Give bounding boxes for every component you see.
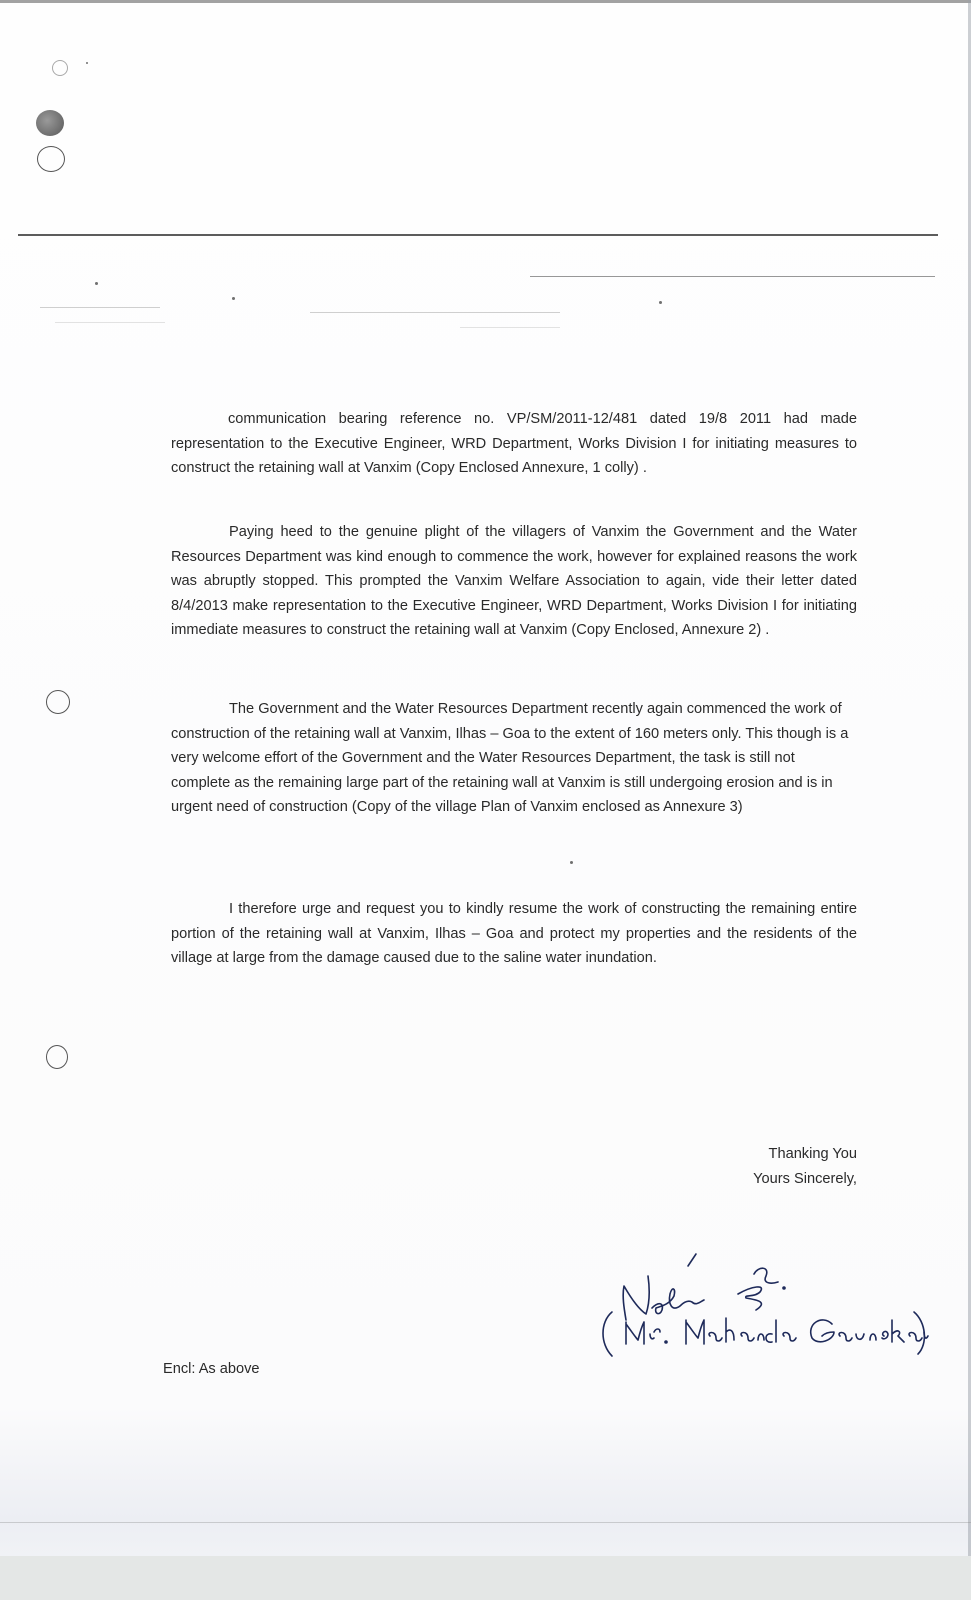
letter-paragraph-3: The Government and the Water Resources Department recently again commenced the work of construction of the retaining wall at Vanxim, Ilhas – Goa to the extent of 160 meters only. This though is a very welcome effort of the Government and the Water Resources Department, the task is still not complete as the remaining large part of the retaining wall at Vanxim is still undergoing erosion and is in urgent need of construction (Copy of the village Plan of Vanxim enclosed as Annexure 3) bbox=[171, 701, 849, 815]
punch-hole-ring bbox=[37, 146, 65, 172]
punch-hole-filled bbox=[36, 110, 64, 136]
letter-paragraph-1: communication bearing reference no. VP/SM/2011-12/481 dated 19/8 2011 had made representation to the Executive Engineer, WRD Department, Works Division I for initiating measures to construct the retaining wall at Vanxim (Copy Enclosed Annexure, 1 colly) . bbox=[171, 411, 857, 476]
scan-speck bbox=[95, 282, 98, 285]
scan-noise-line bbox=[460, 327, 560, 328]
scan-top-edge bbox=[0, 0, 971, 3]
scan-speck bbox=[86, 62, 88, 64]
closing-thanks: Thanking You bbox=[768, 1146, 857, 1162]
punch-hole-ring bbox=[46, 1045, 68, 1069]
handwritten-signature bbox=[588, 1248, 933, 1358]
scan-speck bbox=[659, 301, 662, 304]
scan-footer-line bbox=[0, 1522, 971, 1523]
punch-hole-small bbox=[52, 60, 68, 76]
enclosure-note: Encl: As above bbox=[163, 1361, 260, 1377]
letter-paragraph-4: I therefore urge and request you to kindly resume the work of constructing the remaining entire portion of the retaining wall at Vanxim, Ilhas – Goa and protect my properties and the residents of the village at large from the damage caused due to the saline water inundation. bbox=[171, 901, 857, 966]
header-rule bbox=[18, 234, 938, 236]
header-rule-secondary bbox=[530, 276, 935, 277]
scan-bottom-strip bbox=[0, 1556, 971, 1600]
letter-paragraph-2: Paying heed to the genuine plight of the villagers of Vanxim the Government and the Water Resources Department was kind enough to commence the work, however for explained reasons the work was abruptly stopped. This prompted the Vanxim Welfare Association to again, vide their letter dated 8/4/2013 make representation to the Executive Engineer, WRD Department, Works Division I for initiating immediate measures to construct the retaining wall at Vanxim (Copy Enclosed, Annexure 2) . bbox=[171, 524, 857, 638]
scan-noise-line bbox=[55, 322, 165, 323]
scan-noise-line bbox=[40, 307, 160, 308]
closing-sincerely: Yours Sincerely, bbox=[753, 1171, 857, 1187]
scan-noise-line bbox=[310, 312, 560, 313]
scan-speck bbox=[232, 297, 235, 300]
scan-speck bbox=[570, 861, 573, 864]
punch-hole-ring bbox=[46, 690, 70, 714]
